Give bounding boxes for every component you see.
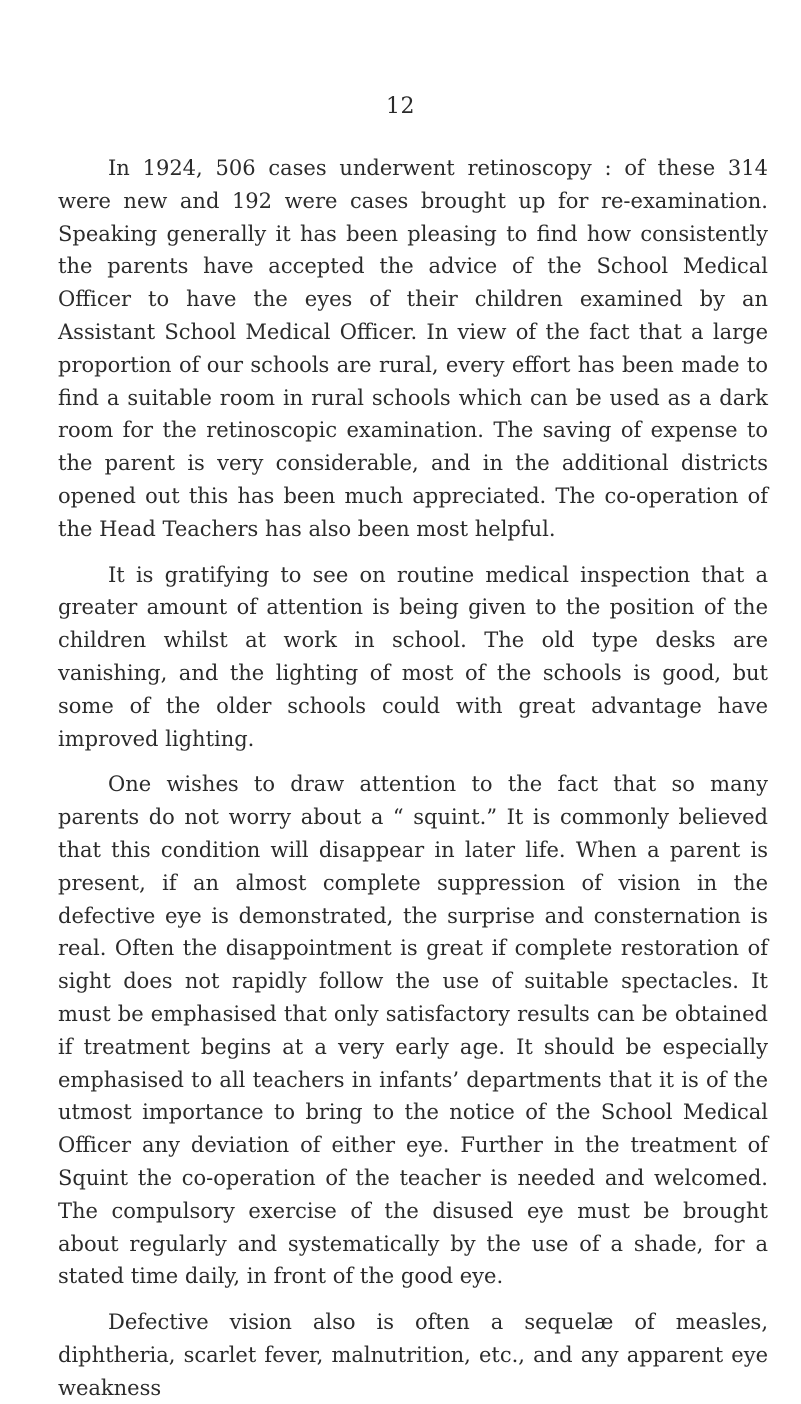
paragraph-school-position-lighting: It is gratifying to see on routine medical inspection that a greater amount of attention is being given to the position of the children whilst at work in school. The old type desks are vanishing, and the lighting of most of the schools is good, but some of the older schools could with great advantage have improved lighting. — [58, 562, 768, 751]
paragraph-defective-vision: Defective vision also is often a sequelæ of measles, diphtheria, scarlet fever, malnutrition, etc., and any apparent eye weakness — [58, 1310, 768, 1400]
paragraph-retinoscopy: In 1924, 506 cases underwent retinoscopy : of these 314 were new and 192 were cases brought up for re-examination. Speaking generally it has been pleasing to find how consistently the parents have accepted the advice of the School Medical Officer to have the eyes of their children examined by an Assistant School Medical Officer. In view of the fact that a large proportion of our schools are rural, every effort has been made to find a suitable room in rural schools which can be used as a dark room for the retinoscopic examination. The saving of expense to the parent is very considerable, and in the additional districts opened out this has been much appreciated. The co-operation of the Head Teachers has also been most helpful. — [58, 156, 768, 541]
body-text — [58, 152, 768, 1404]
paragraph-squint: One wishes to draw attention to the fact that so many parents do not worry about a “ squint.” It is commonly believed that this condition will disappear in later life. When a parent is present, if an almost complete suppression of vision in the defective eye is demonstrated, the surprise and consternation is real. Often the disappointment is great if complete restoration of sight does not rapidly follow the use of suitable spectacles. It must be emphasised that only satisfactory results can be obtained if treatment begins at a very early age. It should be especially emphasised to all teachers in infants’ departments that it is of the utmost importance to bring to the notice of the School Medical Officer any deviation of either eye. Further in the treatment of Squint the co-operation of the teacher is needed and welcomed. The compulsory exercise of the disused eye must be brought about regularly and systematically by the use of a shade, for a stated time daily, in front of the good eye. — [58, 772, 768, 1289]
page-number: 12 — [386, 94, 415, 119]
